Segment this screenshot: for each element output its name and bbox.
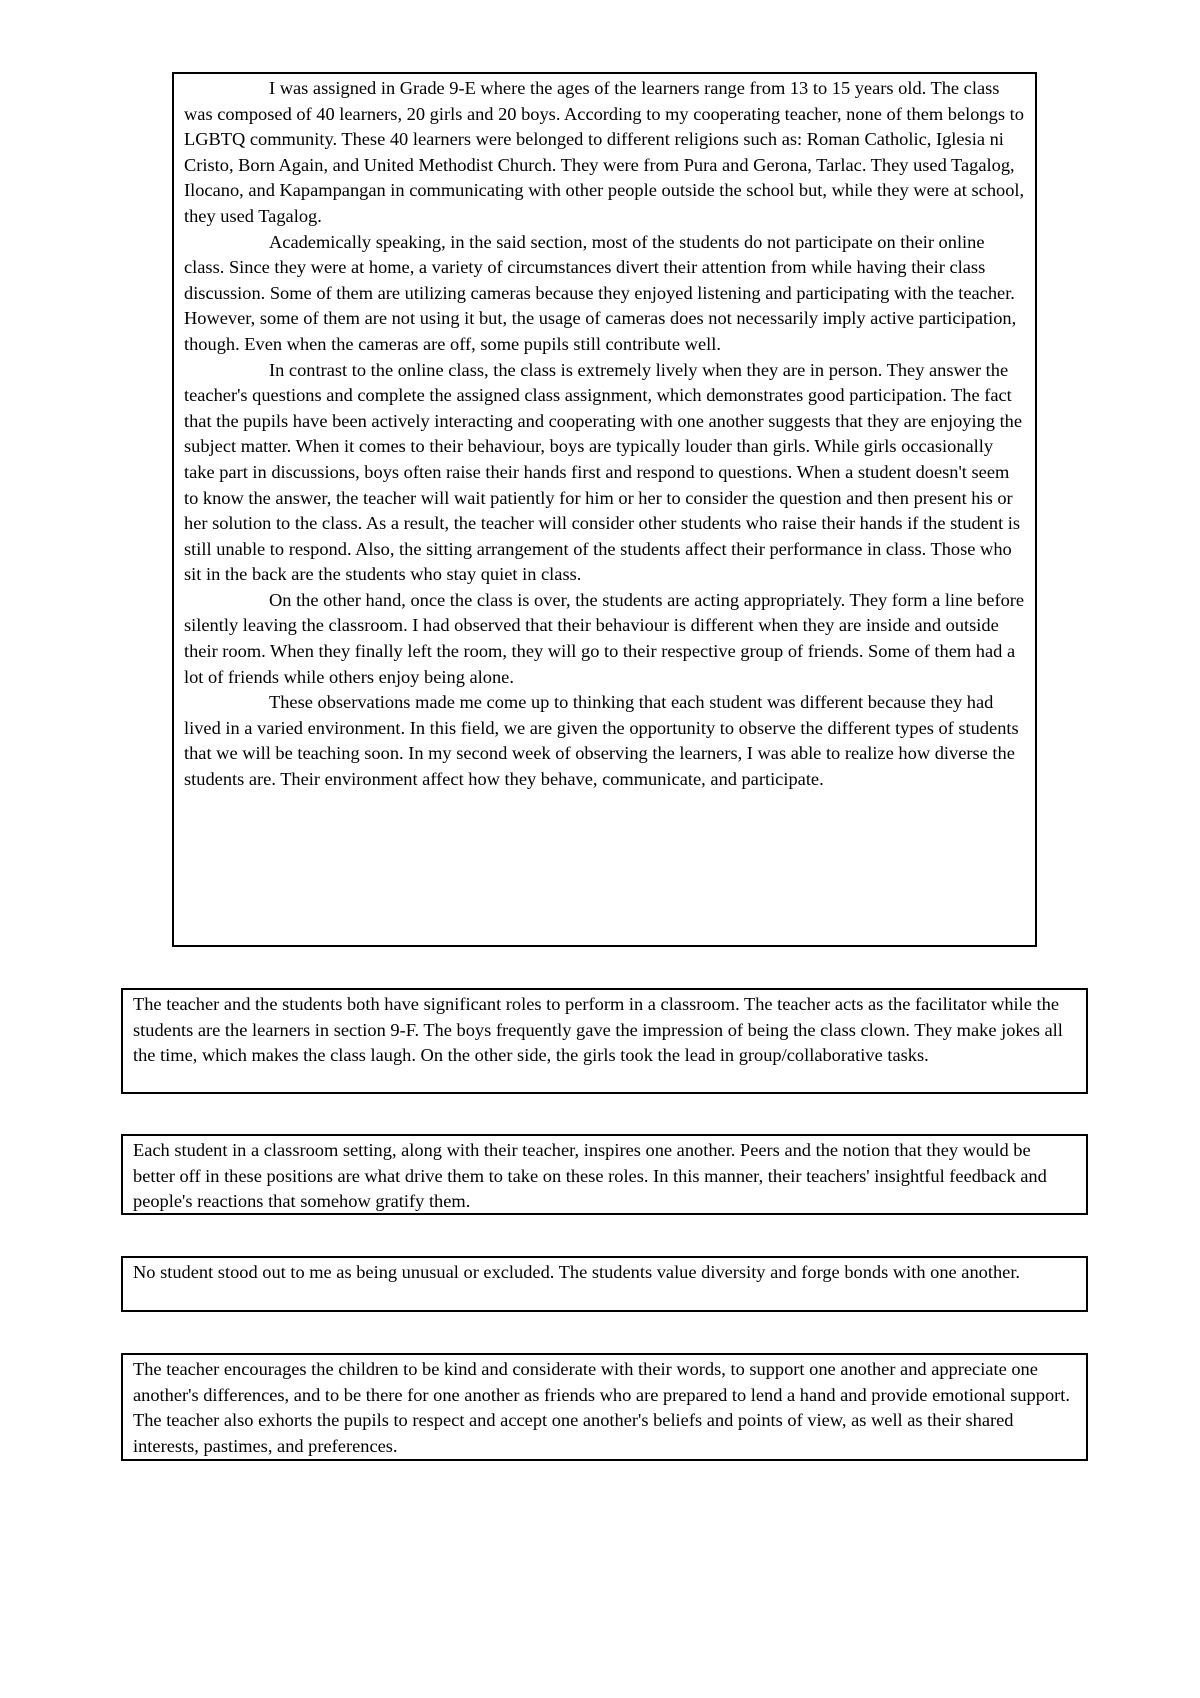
observation-paragraph-online-class: Academically speaking, in the said section, most of the students do not participate on their online class. Since they were at home, a variety of circumstances divert their attention from while having their class discussion. Some of them are utilizing cameras because they enjoyed listening and participating with the teacher. However, some of them are not using it but, the usage of cameras does not necessarily imply active participation, though. Even when the cameras are off, some pupils still contribute well. [184,231,1017,354]
roles-text-box [121,988,1088,1094]
observation-paragraph-after-class: On the other hand, once the class is over, the students are acting appropriately. They form a line before silently leaving the classroom. I had observed that their behaviour is different when they are inside and outside their room. When they finally left the room, they will go to their respective group of friends. Some of them had a lot of friends while others enjoy being alone. [184,589,1025,687]
motivation-paragraph: Each student in a classroom setting, along with their teacher, inspires one another. Peers and the notion that they would be better off in these positions are what drive them to take on these roles. In this manner, their teachers' insightful feedback and people's reactions that somehow gratify them. [133,1140,1047,1212]
diversity-text-box [121,1256,1088,1312]
motivation-text-box [121,1134,1088,1215]
observation-paragraph-class-profile: I was assigned in Grade 9-E where the ages of the learners range from 13 to 15 years old. The class was composed of 40 learners, 20 girls and 20 boys. According to my cooperating teacher, none of them belongs to LGBTQ community. These 40 learners were belonged to different religions such as: Roman Catholic, Iglesia ni Cristo, Born Again, and United Methodist Church. They were from Pura and Gerona, Tarlac. They used Tagalog, Ilocano, and Kapampangan in communicating with other people outside the school but, while they were at school, they used Tagalog. [184,78,1025,226]
observation-paragraph-in-person-class: In contrast to the online class, the class is extremely lively when they are in person. They answer the teacher's questions and complete the assigned class assignment, which demonstrates good participation. The fact that the pupils have been actively interacting and cooperating with one another suggests that they are enjoying the subject matter. When it comes to their behaviour, boys are typically louder than girls. While girls occasionally take part in discussions, boys often raise their hands first and respond to questions. When a student doesn't seem to know the answer, the teacher will wait patiently for him or her to consider the question and then present his or her solution to the class. As a result, the teacher will consider other students who raise their hands if the student is still unable to respond. Also, the sitting arrangement of the students affect their performance in class. Those who sit in the back are the students who stay quiet in class. [184,359,1023,585]
roles-paragraph: The teacher and the students both have significant roles to perform in a classroom. The teacher acts as the facilitator while the students are the learners in section 9-F. The boys frequently gave the impression of being the class clown. They make jokes all the time, which makes the class laugh. On the other side, the girls took the lead in group/collaborative tasks. [133,994,1063,1066]
teacher-guidance-text-box [121,1353,1088,1461]
teacher-guidance-paragraph: The teacher encourages the children to be kind and considerate with their words, to support one another and appreciate one another's differences, and to be there for one another as friends who are prepared to lend a hand and provide emotional support. The teacher also exhorts the pupils to respect and accept one another's beliefs and points of view, as well as their shared interests, pastimes, and preferences. [133,1359,1070,1456]
observation-paragraph-conclusion: These observations made me come up to thinking that each student was different because they had lived in a varied environment. In this field, we are given the opportunity to observe the different types of students that we will be teaching soon. In my second week of observing the learners, I was able to realize how diverse the students are. Their environment affect how they behave, communicate, and participate. [184,692,1019,790]
diversity-paragraph: No student stood out to me as being unusual or excluded. The students value diversity and forge bonds with one another. [133,1262,1021,1282]
observation-text-box [172,72,1037,947]
